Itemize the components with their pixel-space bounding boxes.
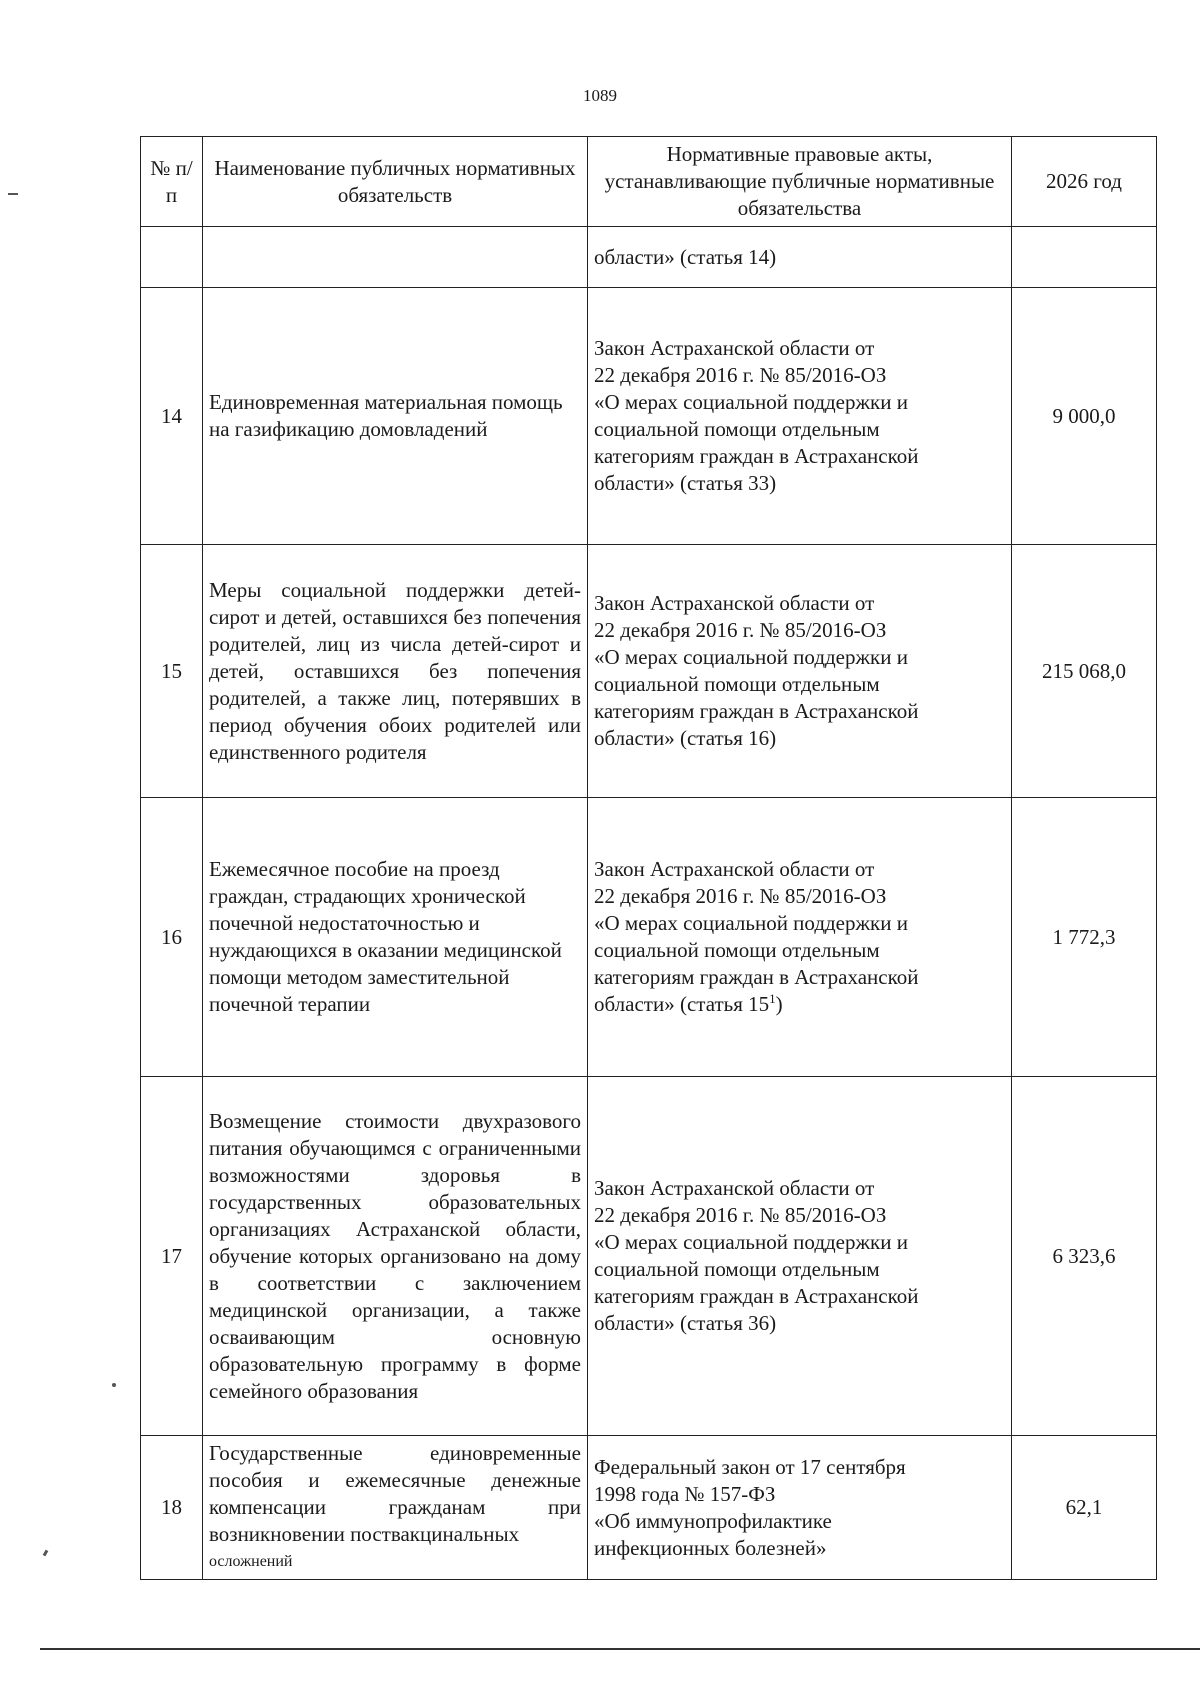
act-line: категориям граждан в Астраханской [594, 699, 919, 723]
act-line-close: ) [775, 992, 783, 1016]
row-name: Ежемесячное пособие на проезд граждан, страдающих хронической почечной недостаточностью и нуждающихся в оказании медицинской помощи методом заместительной почечной терапии [203, 798, 588, 1077]
continuation-row [141, 227, 1157, 288]
act-line: Закон Астраханской области от [594, 591, 875, 615]
act-line: 22 декабря 2016 г. № 85/2016-ОЗ [594, 363, 887, 387]
act-line: 1998 года № 157-ФЗ [594, 1481, 776, 1506]
act-line: «О мерах социальной поддержки и [594, 390, 908, 414]
act-line: «Об иммунопрофилактике [594, 1508, 832, 1533]
table-header-row [141, 137, 1157, 227]
act-line: области» (статья 16) [594, 726, 777, 750]
act-line: «О мерах социальной поддержки и [594, 1230, 908, 1254]
table-row [141, 1436, 1157, 1580]
public-obligations-table [140, 136, 1157, 1580]
table-row [141, 1077, 1157, 1436]
row-num: 15 [141, 545, 203, 798]
act-line: социальной помощи отдельным [594, 672, 880, 696]
act-line: социальной помощи отдельным [594, 417, 880, 441]
row-num: 16 [141, 798, 203, 1077]
continuation-name [203, 227, 588, 288]
row-act [588, 288, 1012, 545]
act-line: 22 декабря 2016 г. № 85/2016-ОЗ [594, 618, 887, 642]
act-line: категориям граждан в Астраханской [594, 965, 919, 989]
page-number: 1089 [583, 86, 617, 105]
header-act: Нормативные правовые акты, устанавливающие публичные нормативные обязательства [588, 137, 1012, 227]
act-line: социальной помощи отдельным [594, 1257, 880, 1281]
row-amount: 6 323,6 [1012, 1077, 1157, 1436]
act-line: 22 декабря 2016 г. № 85/2016-ОЗ [594, 1203, 887, 1227]
act-line: области» (статья 33) [594, 471, 777, 495]
bottom-rule [40, 1648, 1200, 1650]
row-name-text: Государственные единовременные пособия и ежемесячные денежные компенсации гражданам при возникновении поствакцинальных [209, 1441, 581, 1546]
table-row [141, 545, 1157, 798]
row-act [588, 1436, 1012, 1580]
article-superscript: 1 [769, 991, 776, 1006]
act-line: инфекционных болезней» [594, 1535, 827, 1560]
header-name: Наименование публичных нормативных обязательств [203, 137, 588, 227]
row-num: 17 [141, 1077, 203, 1436]
act-line-text: области» (статья 15 [594, 992, 770, 1016]
act-line: «О мерах социальной поддержки и [594, 645, 908, 669]
row-name: Единовременная материальная помощь на газификацию домовладений [203, 288, 588, 545]
continuation-amount [1012, 227, 1157, 288]
act-line: социальной помощи отдельным [594, 938, 880, 962]
row-name [203, 1436, 588, 1580]
scan-mark [8, 193, 18, 195]
row-amount: 62,1 [1012, 1436, 1157, 1580]
header-year: 2026 год [1012, 137, 1157, 227]
header-num: № п/п [141, 137, 203, 227]
scan-mark [112, 1383, 116, 1387]
row-num: 18 [141, 1436, 203, 1580]
act-line: категориям граждан в Астраханской [594, 444, 919, 468]
act-line-last [594, 991, 1005, 1018]
row-act [588, 798, 1012, 1077]
row-amount: 215 068,0 [1012, 545, 1157, 798]
act-line: «О мерах социальной поддержки и [594, 911, 908, 935]
act-line: области» (статья 36) [594, 1311, 777, 1335]
act-line: 22 декабря 2016 г. № 85/2016-ОЗ [594, 884, 887, 908]
table-row [141, 798, 1157, 1077]
act-line: Федеральный закон от 17 сентября [594, 1454, 906, 1479]
continuation-act: области» (статья 14) [588, 227, 1012, 288]
act-line: Закон Астраханской области от [594, 857, 875, 881]
row-name-last: осложнений [209, 1553, 293, 1570]
scan-mark [43, 1550, 49, 1557]
table-row [141, 288, 1157, 545]
row-amount: 9 000,0 [1012, 288, 1157, 545]
row-amount: 1 772,3 [1012, 798, 1157, 1077]
act-line: Закон Астраханской области от [594, 1176, 875, 1200]
row-num: 14 [141, 288, 203, 545]
row-name: Меры социальной поддержки детей-сирот и детей, оставшихся без попечения родителей, лиц из числа детей-сирот и детей, оставшихся без попечения родителей, а также лиц, потерявших в период обучения обоих родителей или единственного родителя [203, 545, 588, 798]
act-line: категориям граждан в Астраханской [594, 1284, 919, 1308]
row-act [588, 545, 1012, 798]
row-act [588, 1077, 1012, 1436]
row-name: Возмещение стоимости двухразового питания обучающимся с ограниченными возможностями здоровья в государственных образовательных организациях Астраханской области, обучение которых организовано на дому в соответствии с заключением медицинской организации, а также осваивающим основную образовательную программу в форме семейного образования [203, 1077, 588, 1436]
act-line: Закон Астраханской области от [594, 336, 875, 360]
continuation-num [141, 227, 203, 288]
